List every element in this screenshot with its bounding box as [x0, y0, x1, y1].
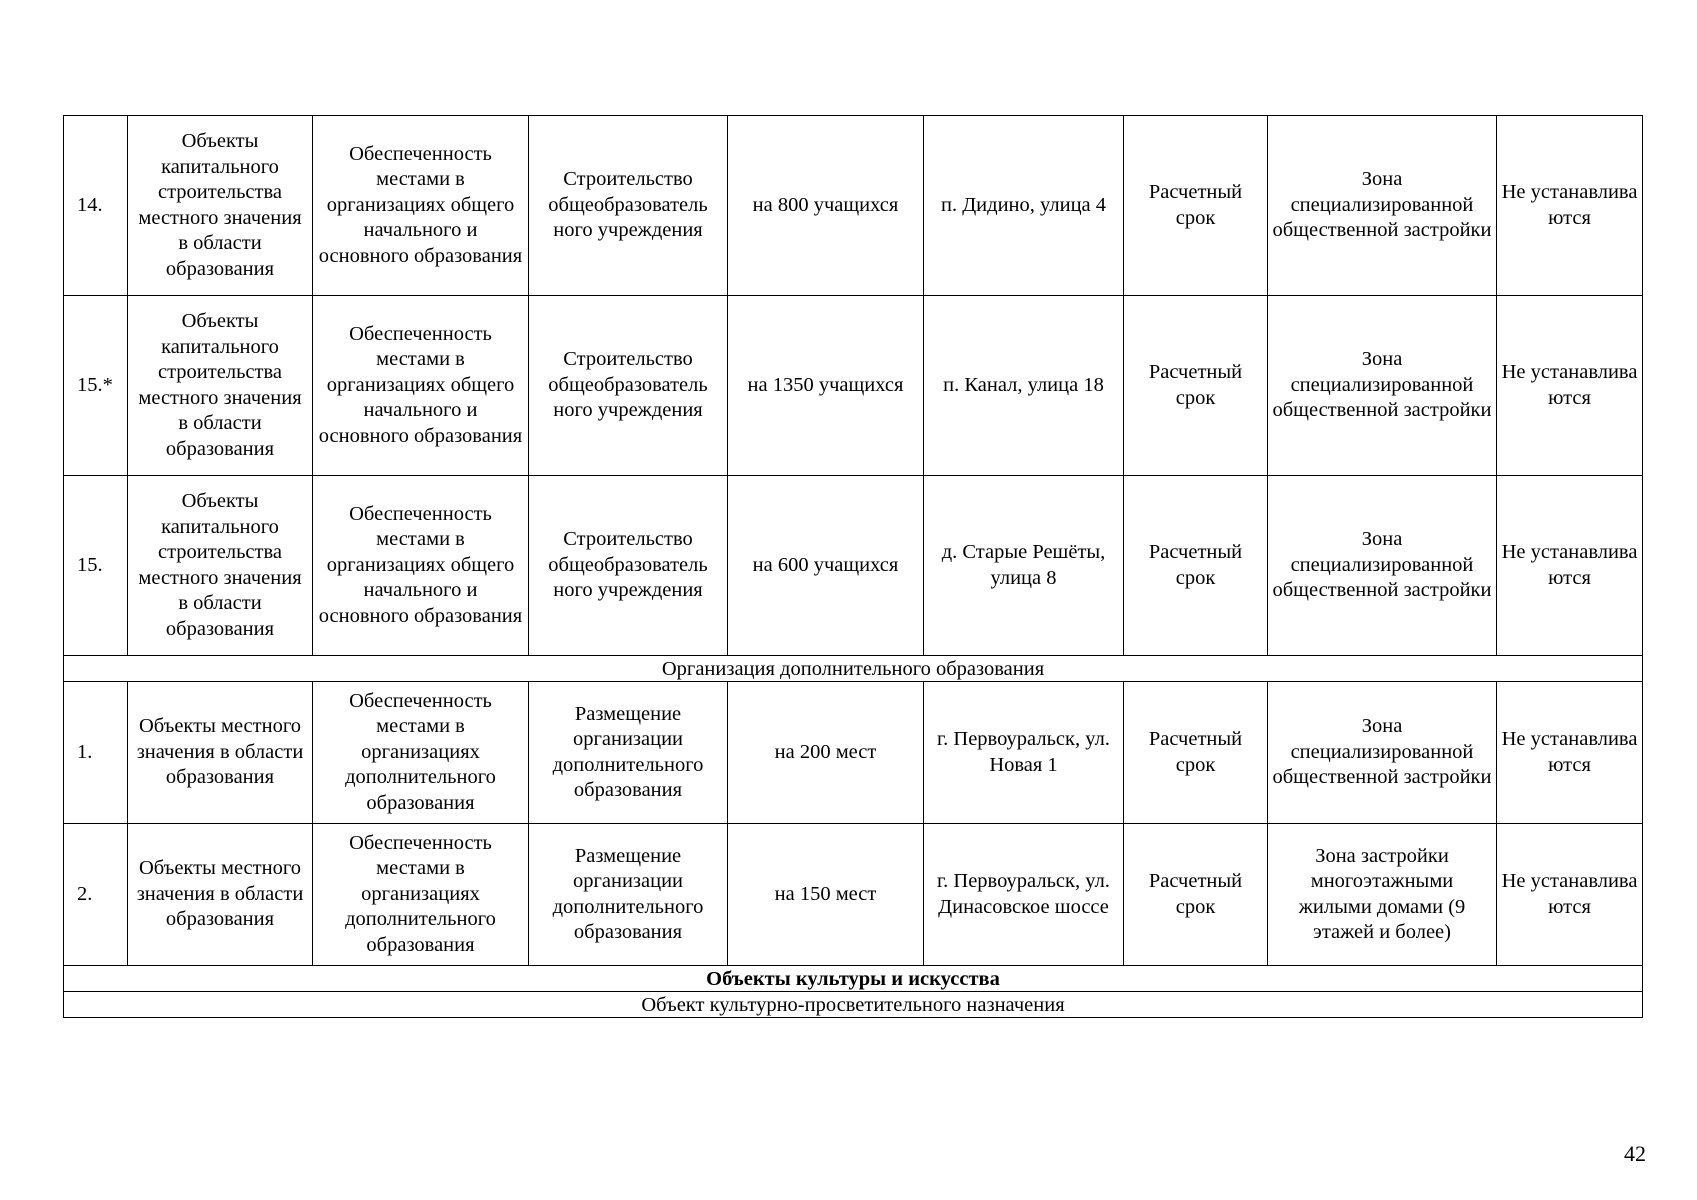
location-cell: г. Первоуральск, ул. Новая 1: [924, 682, 1124, 824]
zone-cell: Зона специализированной общественной застройки: [1268, 116, 1497, 296]
action-cell: Размещение организации дополнительного образования: [529, 824, 728, 966]
row-number: 2.: [64, 824, 128, 966]
term-cell: Расчетный срок: [1124, 296, 1268, 476]
table-row: [64, 476, 1643, 656]
table-row: [64, 682, 1643, 824]
section-row: [64, 656, 1643, 682]
location-cell: г. Первоуральск, ул. Динасовское шоссе: [924, 824, 1124, 966]
object-type-cell: Объекты местного значения в области образования: [128, 824, 313, 966]
object-type-cell: Объекты местного значения в области образования: [128, 682, 313, 824]
object-type-cell: Объекты капитального строительства местного значения в области образования: [128, 296, 313, 476]
section-row: [64, 992, 1643, 1018]
restriction-cell: Не устанавлива ются: [1497, 116, 1643, 296]
term-cell: Расчетный срок: [1124, 476, 1268, 656]
capacity-cell: на 150 мест: [728, 824, 924, 966]
zone-cell: Зона специализированной общественной застройки: [1268, 476, 1497, 656]
row-number: 1.: [64, 682, 128, 824]
object-type-cell: Объекты капитального строительства местного значения в области образования: [128, 116, 313, 296]
row-number: 15.: [64, 476, 128, 656]
restriction-cell: Не устанавлива ются: [1497, 824, 1643, 966]
capacity-cell: на 600 учащихся: [728, 476, 924, 656]
purpose-cell: Обеспеченность местами в организациях общего начального и основного образования: [313, 296, 529, 476]
section-heading-culture: Объекты культуры и искусства: [64, 966, 1643, 992]
action-cell: Строительство общеобразователь ного учреждения: [529, 116, 728, 296]
location-cell: д. Старые Решёты, улица 8: [924, 476, 1124, 656]
term-cell: Расчетный срок: [1124, 682, 1268, 824]
table-row: [64, 824, 1643, 966]
restriction-cell: Не устанавлива ются: [1497, 476, 1643, 656]
purpose-cell: Обеспеченность местами в организациях общего начального и основного образования: [313, 476, 529, 656]
table-row: [64, 296, 1643, 476]
zone-cell: Зона застройки многоэтажными жилыми домами (9 этажей и более): [1268, 824, 1497, 966]
location-cell: п. Канал, улица 18: [924, 296, 1124, 476]
action-cell: Строительство общеобразователь ного учреждения: [529, 296, 728, 476]
object-type-cell: Объекты капитального строительства местного значения в области образования: [128, 476, 313, 656]
purpose-cell: Обеспеченность местами в организациях дополнительного образования: [313, 682, 529, 824]
term-cell: Расчетный срок: [1124, 824, 1268, 966]
section-row: [64, 966, 1643, 992]
location-cell: п. Дидино, улица 4: [924, 116, 1124, 296]
capacity-cell: на 800 учащихся: [728, 116, 924, 296]
restriction-cell: Не устанавлива ются: [1497, 682, 1643, 824]
purpose-cell: Обеспеченность местами в организациях дополнительного образования: [313, 824, 529, 966]
row-number: 14.: [64, 116, 128, 296]
term-cell: Расчетный срок: [1124, 116, 1268, 296]
zone-cell: Зона специализированной общественной застройки: [1268, 296, 1497, 476]
action-cell: Строительство общеобразователь ного учреждения: [529, 476, 728, 656]
capacity-cell: на 1350 учащихся: [728, 296, 924, 476]
capacity-cell: на 200 мест: [728, 682, 924, 824]
row-number: 15.*: [64, 296, 128, 476]
section-heading-additional-education: Организация дополнительного образования: [64, 656, 1643, 682]
planning-table: [63, 115, 1643, 1018]
restriction-cell: Не устанавлива ются: [1497, 296, 1643, 476]
section-subheading-culture: Объект культурно-просветительного назначения: [64, 992, 1643, 1018]
zone-cell: Зона специализированной общественной застройки: [1268, 682, 1497, 824]
purpose-cell: Обеспеченность местами в организациях общего начального и основного образования: [313, 116, 529, 296]
action-cell: Размещение организации дополнительного образования: [529, 682, 728, 824]
page-number: 42: [1624, 1141, 1646, 1166]
table-row: [64, 116, 1643, 296]
